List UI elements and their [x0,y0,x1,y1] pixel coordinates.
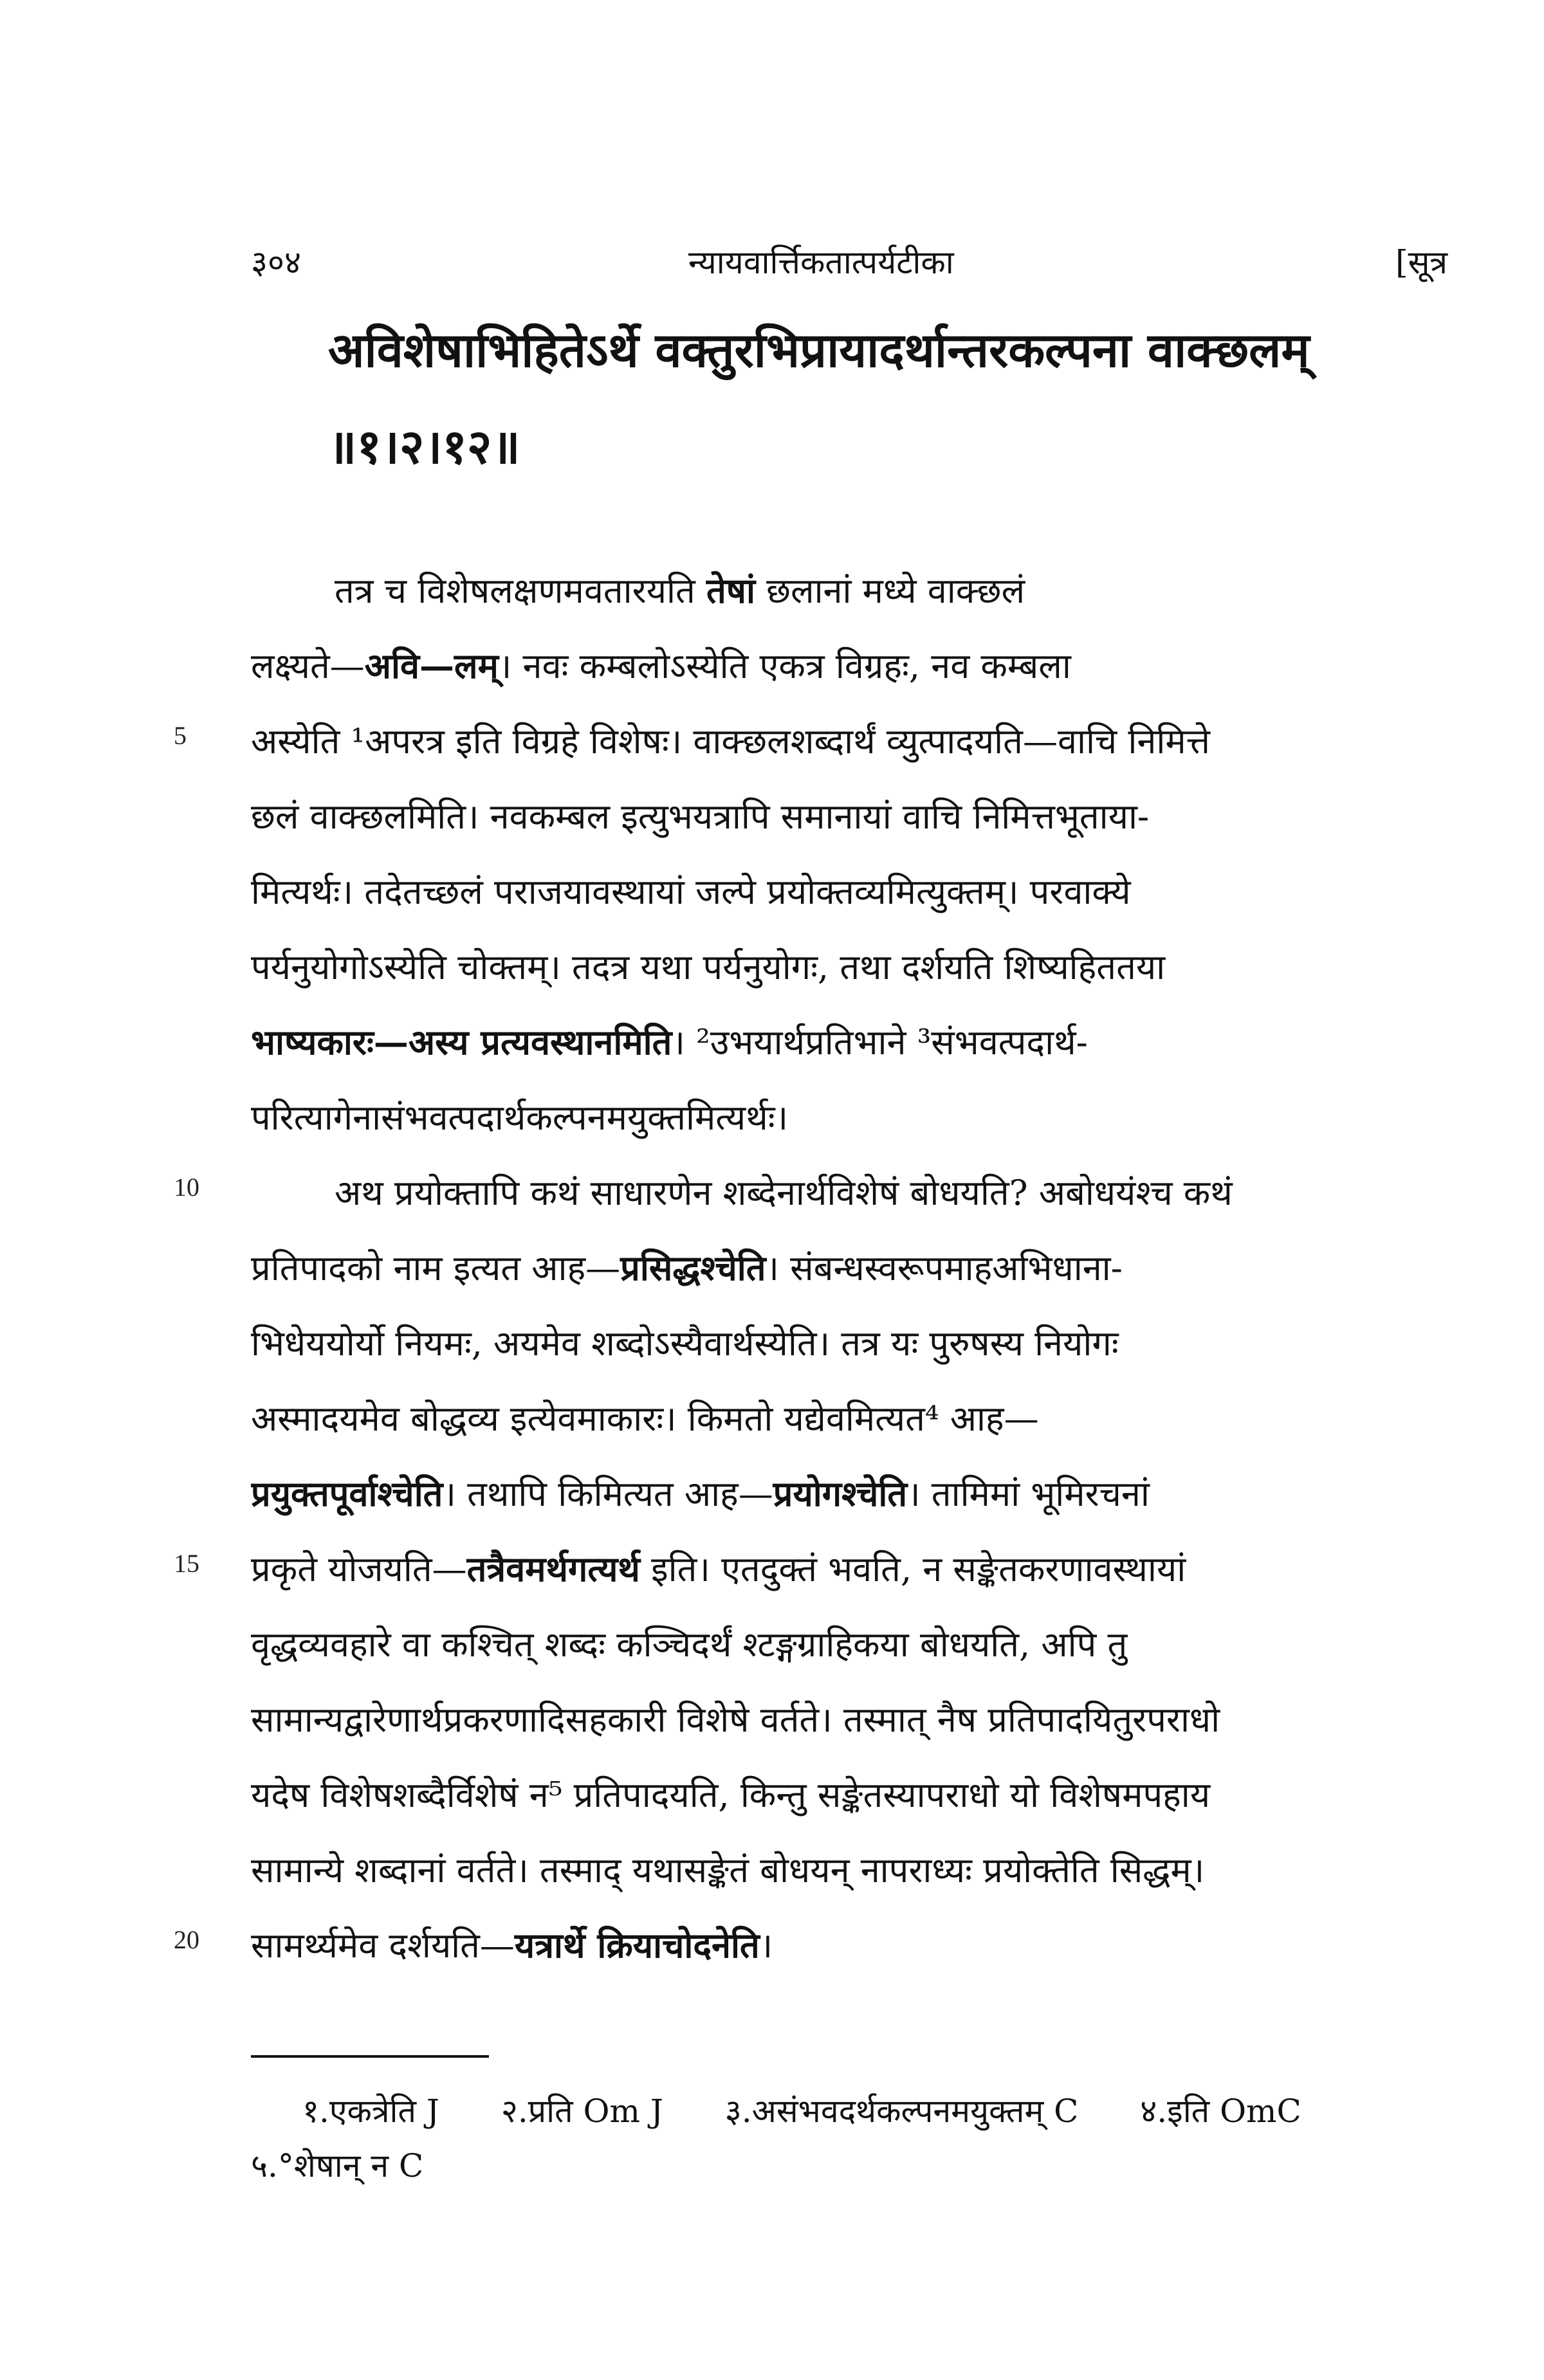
running-header [251,239,1448,291]
text-segment: । ²उभयार्थप्रतिभाने ³संभवत्पदार्थ- [672,1022,1088,1063]
emphasized-text: प्रयुक्तपूर्वाश्चेति [251,1473,443,1514]
text-line [251,1155,1448,1231]
text-line [251,854,1448,929]
text-line [251,704,1448,779]
text-segment: छलं वाक्छलमिति। नवकम्बल इत्युभयत्रापि समानायां वाचि निमित्तभूताया- [251,796,1150,837]
text-line [251,929,1448,1005]
line-number: 5 [174,721,187,750]
text-line [251,553,1448,628]
text-line [251,1306,1448,1381]
text-line [251,1607,1448,1682]
page-number: ३०४ [251,244,301,281]
text-segment: प्रकृते योजयति— [251,1549,467,1589]
footnote: ५.°शेषान् न C [251,2147,424,2184]
text-segment: सामर्थ्यमेव दर्शयति— [251,1925,515,1966]
text-line [251,1682,1448,1757]
line-number: 20 [174,1925,199,1954]
emphasized-text: तत्रैवमर्थगत्यर्थ [466,1548,640,1589]
text-line [251,1456,1448,1532]
footnote-divider [251,2055,489,2058]
text-line [251,779,1448,854]
footnote: ४.इति OmC [1140,2092,1301,2130]
paragraph [251,1155,1448,1983]
emphasized-text: यत्रार्थे क्रियाचोदनेति [514,1925,760,1966]
footnote: २.प्रति Om J [501,2092,663,2130]
text-segment: प्रतिपादको नाम इत्यत आह— [251,1248,621,1288]
text-segment: तत्र च विशेषलक्षणमवतारयति [335,571,706,611]
emphasized-text: प्रयोगश्चेति [773,1473,908,1514]
text-segment: । तामिमां भूमिरचनां [907,1474,1150,1514]
text-segment: वृद्धव्यवहारे वा कश्चित् शब्दः कञ्चिदर्थं श्टङ्गग्राहिकया बोधयति, अपि तु [251,1624,1128,1665]
text-line [251,1908,1448,1983]
line-number: 15 [174,1549,199,1578]
text-segment: अस्येति ¹अपरत्र इति विग्रहे विशेषः। वाक्छलशब्दार्थं व्युत्पादयति—वाचि निमित्ते [251,721,1210,762]
text-segment: भिधेययोर्यो नियमः, अयमेव शब्दोऽस्यैवार्थस्येति। तत्र यः पुरुषस्य नियोगः [251,1323,1119,1364]
text-line [251,1005,1448,1080]
emphasized-text: भाष्यकारः—अस्य प्रत्यवस्थानमिति [251,1021,672,1063]
text-segment: अस्मादयमेव बोद्धव्य इत्येवमाकारः। किमतो यद्येवमित्यत⁴ आह— [251,1398,1039,1439]
emphasized-text: प्रसिद्धश्चेति [620,1247,766,1288]
text-segment: अथ प्रयोक्तापि कथं साधारणेन शब्देनार्थविशेषं बोधयति? अबोधयंश्च कथं [335,1173,1233,1213]
text-line [251,1080,1448,1155]
text-segment: लक्ष्यते— [251,646,365,686]
sutra-text: अविशेषाभिहितेऽर्थे वक्तुरभिप्रायादर्थान्तरकल्पना वाक्छलम् [328,323,1310,378]
book-title: न्यायवार्त्तिकतात्पर्यटीका [688,244,954,281]
text-line [251,1231,1448,1306]
text-segment: सामान्यद्वारेणार्थप्रकरणादिसहकारी विशेषे वर्तते। तस्मात् नैष प्रतिपादयितुरपराधो [251,1699,1220,1740]
footnote: ३.असंभवदर्थकल्पनमयुक्तम् C [724,2092,1079,2130]
text-segment: सामान्ये शब्दानां वर्तते। तस्माद् यथासङ्केतं बोधयन् नापराध्यः प्रयोक्तेति सिद्धम्। [251,1850,1205,1890]
footnotes [251,2084,1448,2193]
text-segment: छलानां मध्ये वाक्छलं [755,571,1025,611]
sutra-number: ॥१।२।१२॥ [328,419,520,475]
text-line [251,628,1448,704]
paragraph [251,553,1448,1155]
text-line [251,1833,1448,1908]
emphasized-text: अवि—लम् [364,645,499,686]
text-segment: यदेष विशेषशब्दैर्विशेषं न⁵ प्रतिपादयति, किन्तु सङ्केतस्यापराधो यो विशेषमपहाय [251,1775,1211,1815]
text-segment: । [759,1925,773,1966]
emphasized-text: तेषां [706,570,755,611]
line-number: 10 [174,1173,199,1202]
text-segment: । संबन्धस्वरूपमाहअभिधाना- [766,1248,1123,1288]
text-segment: । तथापि किमित्यत आह— [443,1474,773,1514]
footnote: १.एकत्रेति J [302,2092,439,2130]
text-segment: पर्यनुयोगोऽस्येति चोक्तम्। तदत्र यथा पर्यनुयोगः, तथा दर्शयति शिष्यहिततया [251,947,1166,987]
text-segment: । नवः कम्बलोऽस्येति एकत्र विग्रहः, नव कम्बला [498,646,1071,686]
text-segment: इति। एतदुक्तं भवति, न सङ्केतकरणावस्थायां [639,1549,1186,1589]
sutra-block [328,302,1460,495]
text-line [251,1532,1448,1607]
commentary-body [251,553,1448,1983]
text-segment: परित्यागेनासंभवत्पदार्थकल्पनमयुक्तमित्यर्थः। [251,1097,789,1138]
text-line [251,1757,1448,1833]
text-line [251,1381,1448,1456]
text-segment: मित्यर्थः। तदेतच्छलं पराजयावस्थायां जल्पे प्रयोक्तव्यमित्युक्तम्। परवाक्ये [251,872,1131,912]
section-marker: [सूत्र [1395,244,1448,281]
